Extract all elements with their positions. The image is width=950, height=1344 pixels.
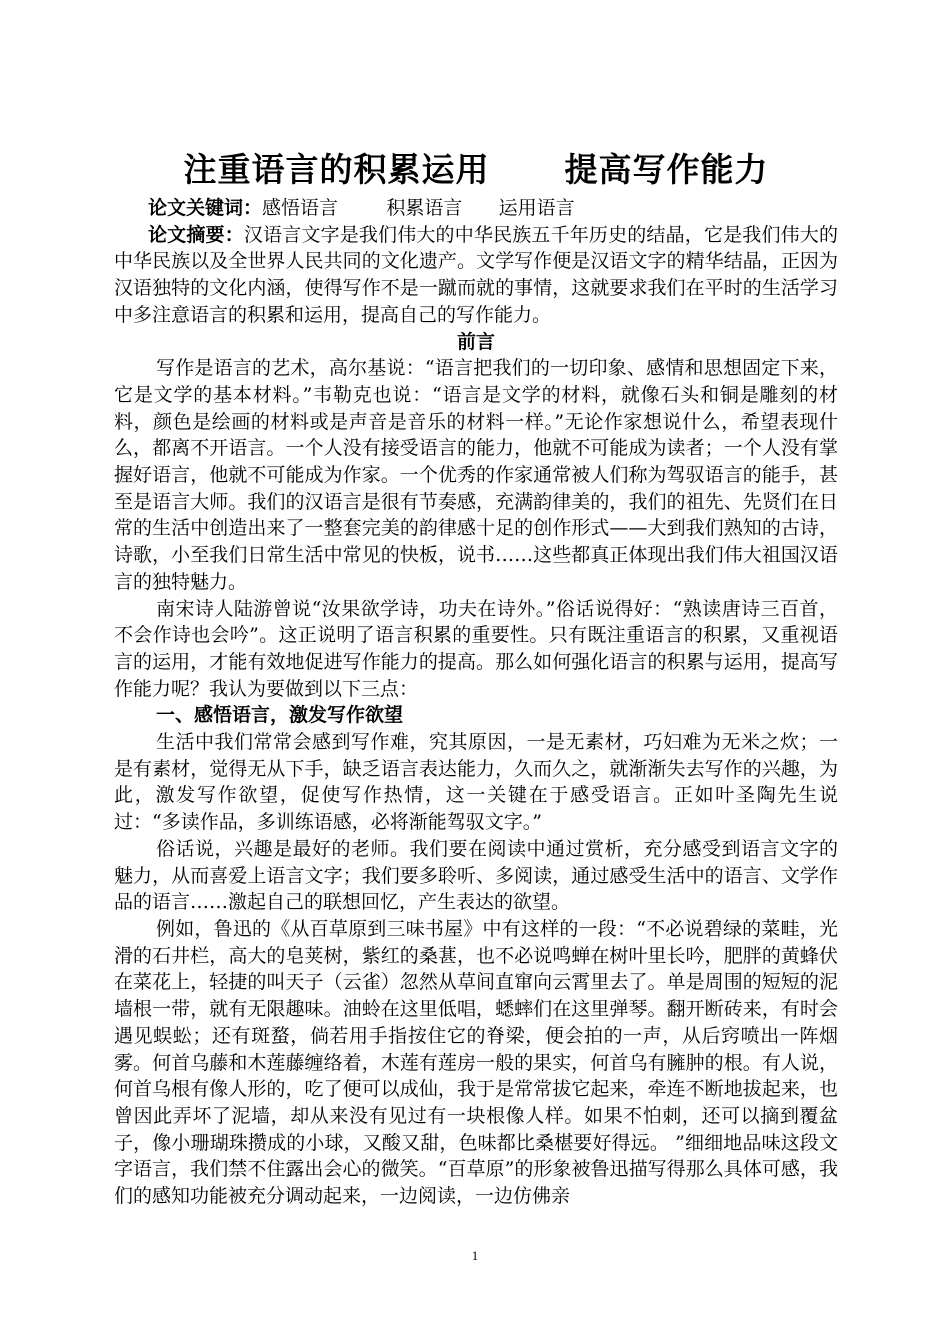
page-number: 1 [471, 1248, 479, 1263]
paragraph: 例如，鲁迅的《从百草原到三味书屋》中有这样的一段：“不必说碧绿的菜畦，光滑的石井栏，高大的皂荚树，紫红的桑葚，也不必说鸣蝉在树叶里长吟，肥胖的黄蜂伏在菜花上，轻捷的叫天子（云雀）忽然从草间直窜向云霄里去了。单是周围的短短的泥墙根一带，就有无限趣味。油蛉在这里低唱，蟋蟀们在这里弹琴。翻开断砖来，有时会遇见蜈蚣；还有斑蝥，倘若用手指按住它的脊梁，便会拍的一声，从后窍喷出一阵烟雾。何首乌藤和木莲藤缠络着，木莲有莲房一般的果实，何首乌有臃肿的根。有人说，何首乌根有像人形的，吃了便可以成仙，我于是常常拔它起来，牵连不断地拔起来，也曾因此弄坏了泥墙，却从来没有见过有一块根像人样。如果不怕刺，还可以摘到覆盆子，像小珊瑚珠攒成的小球，又酸又甜，色味都比桑椹要好得远。 ”细细地品味这段文字语言，我们禁不住露出会心的微笑。“百草原”的形象被鲁迅描写得那么具体可感，我们的感知功能被充分调动起来，一边阅读，一边仿佛亲 [114, 917, 838, 1208]
paragraph: 俗话说，兴趣是最好的老师。我们要在阅读中通过赏析，充分感受到语言文字的魅力，从而喜爱上语言文字；我们要多聆听、多阅读，通过感受生活中的语言、文学作品的语言……激起自己的联想回忆，产生表达的欲望。 [114, 837, 838, 914]
document-page [114, 148, 838, 1210]
paragraph: 南宋诗人陆游曾说“汝果欲学诗，功夫在诗外。”俗话说得好：“熟读唐诗三百首，不会作诗也会吟”。这正说明了语言积累的重要性。只有既注重语言的积累，又重视语言的运用，才能有效地促进写作能力的提高。那么如何强化语言的积累与运用，提高写作能力呢？我认为要做到以下三点： [114, 597, 838, 700]
abstract-label: 论文摘要 [148, 223, 225, 246]
keywords-label: 论文关键词 [148, 197, 244, 219]
keywords-line [114, 195, 838, 222]
abstract-block [114, 222, 838, 329]
keywords-separator: ： [243, 197, 263, 219]
document-title: 注重语言的积累运用 提高写作能力 [183, 150, 769, 189]
paragraph: 生活中我们常常会感到写作难，究其原因，一是无素材，巧妇难为无米之炊；一是有素材，觉得无从下手，缺乏语言表达能力，久而久之，就渐渐失去写作的兴趣，为此，激发写作欲望，促使写作热情，这一关键在于感受语言。正如叶圣陶先生说过：“多读作品，多训练语感，必将渐能驾驭文字。” [114, 731, 838, 834]
preface-heading: 前言 [456, 330, 495, 353]
section-heading: 一、感悟语言，激发写作欲望 [156, 704, 404, 727]
abstract-text: 汉语言文字是我们伟大的中华民族五千年历史的结晶，它是我们伟大的中华民族以及全世界人民共同的文化遗产。文学写作便是汉语文字的精华结晶，正因为汉语独特的文化内涵，使得写作不是一蹴而就的事情，这就要求我们在平时的生活学习中多注意语言的积累和运用，提高自己的写作能力。 [114, 223, 838, 326]
keywords-value: 感悟语言 积累语言 运用语言 [262, 197, 575, 219]
abstract-separator: ： [224, 223, 244, 246]
paragraph: 写作是语言的艺术，高尔基说：“语言把我们的一切印象、感情和思想固定下来，它是文学的基本材料。”韦勒克也说：“语言是文学的材料，就像石头和铜是雕刻的材料，颜色是绘画的材料或是声音是音乐的材料一样。”无论作家想说什么，希望表现什么，都离不开语言。一个人没有接受语言的能力，他就不可能成为读者；一个人没有掌握好语言，他就不可能成为作家。一个优秀的作家通常被人们称为驾驭语言的能手，甚至是语言大师。我们的汉语言是很有节奏感，充满韵律美的，我们的祖先、先贤们在日常的生活中创造出来了一整套完美的韵律感十足的创作形式——大到我们熟知的古诗，诗歌，小至我们日常生活中常见的快板，说书……这些都真正体现出我们伟大祖国汉语言的独特魅力。 [114, 357, 838, 593]
